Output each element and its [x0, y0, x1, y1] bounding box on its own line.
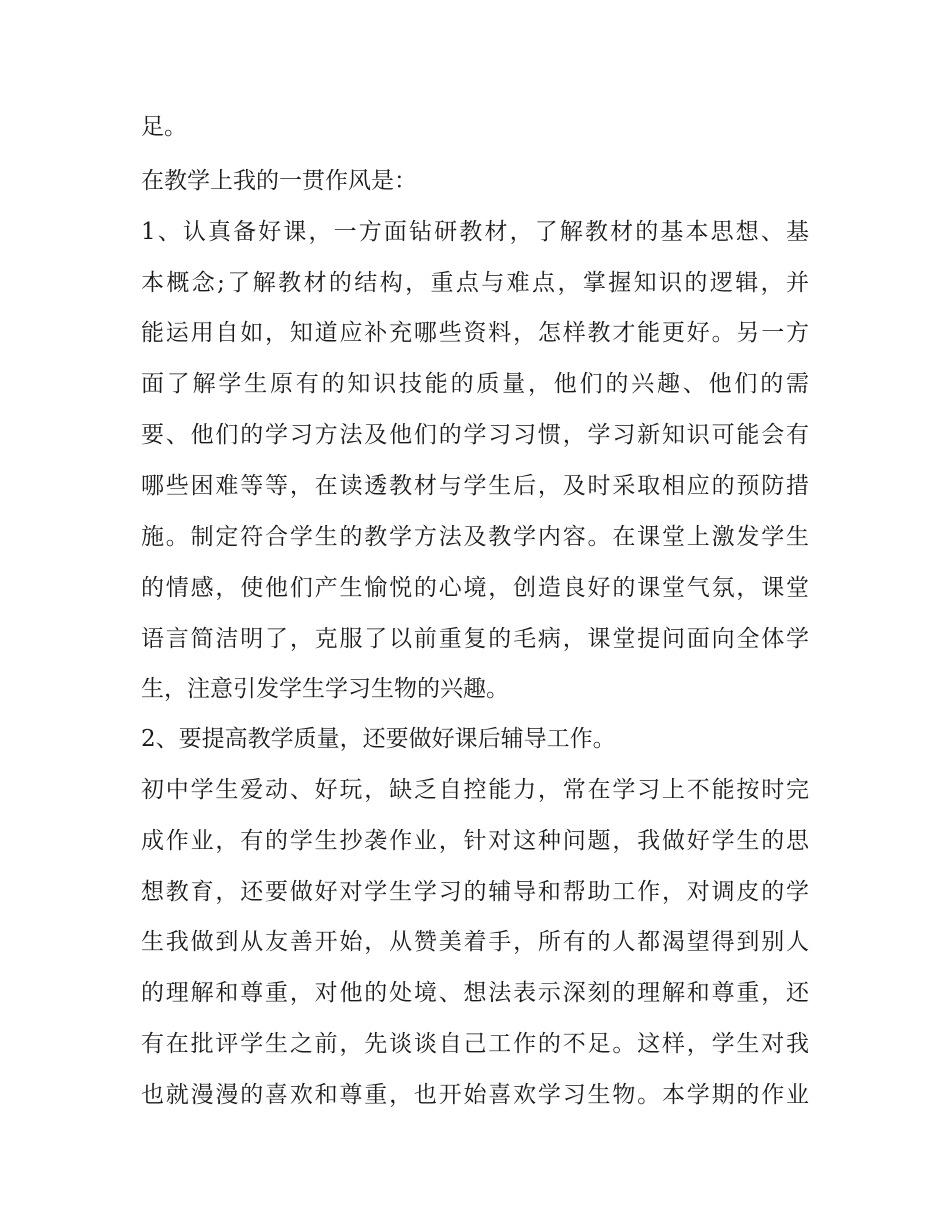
- text-line-20: 也就漫漫的喜欢和尊重，也开始喜欢学习生物。本学期的作业: [141, 1082, 809, 1108]
- text-line-10: 的情感，使他们产生愉悦的心境，创造良好的课堂气氛，课堂: [141, 575, 809, 601]
- text-line-17: 生我做到从友善开始，从赞美着手，所有的人都渴望得到别人: [141, 929, 809, 955]
- text-line-15: 成作业，有的学生抄袭作业，针对这种问题，我做好学生的思: [141, 828, 809, 854]
- text-line-13: 2、要提高教学质量，还要做好课后辅导工作。: [141, 726, 616, 752]
- text-line-14: 初中学生爱动、好玩，缺乏自控能力，常在学习上不能按时完: [141, 777, 809, 803]
- text-line-18: 的理解和尊重，对他的处境、想法表示深刻的理解和尊重，还: [141, 980, 809, 1006]
- text-line-11: 语言简洁明了，克服了以前重复的毛病，课堂提问面向全体学: [141, 626, 809, 652]
- text-line-7: 要、他们的学习方法及他们的学习习惯，学习新知识可能会有: [141, 422, 809, 448]
- text-line-4: 本概念;了解教材的结构，重点与难点，掌握知识的逻辑，并: [141, 270, 809, 296]
- text-line-5: 能运用自如，知道应补充哪些资料，怎样教才能更好。另一方: [141, 320, 809, 346]
- text-line-9: 施。制定符合学生的教学方法及教学内容。在课堂上激发学生: [141, 524, 809, 550]
- text-line-8: 哪些困难等等，在读透教材与学生后，及时采取相应的预防措: [141, 473, 809, 499]
- text-line-3: 1、认真备好课，一方面钻研教材，了解教材的基本思想、基: [141, 219, 809, 245]
- text-line-1: 足。: [141, 114, 187, 140]
- text-line-6: 面了解学生原有的知识技能的质量，他们的兴趣、他们的需: [141, 371, 809, 397]
- text-line-16: 想教育，还要做好对学生学习的辅导和帮助工作，对调皮的学: [141, 879, 809, 905]
- text-line-12: 生，注意引发学生学习生物的兴趣。: [141, 676, 509, 702]
- text-line-19: 有在批评学生之前，先谈谈自己工作的不足。这样，学生对我: [141, 1031, 809, 1057]
- text-line-2: 在教学上我的一贯作风是：: [141, 168, 417, 194]
